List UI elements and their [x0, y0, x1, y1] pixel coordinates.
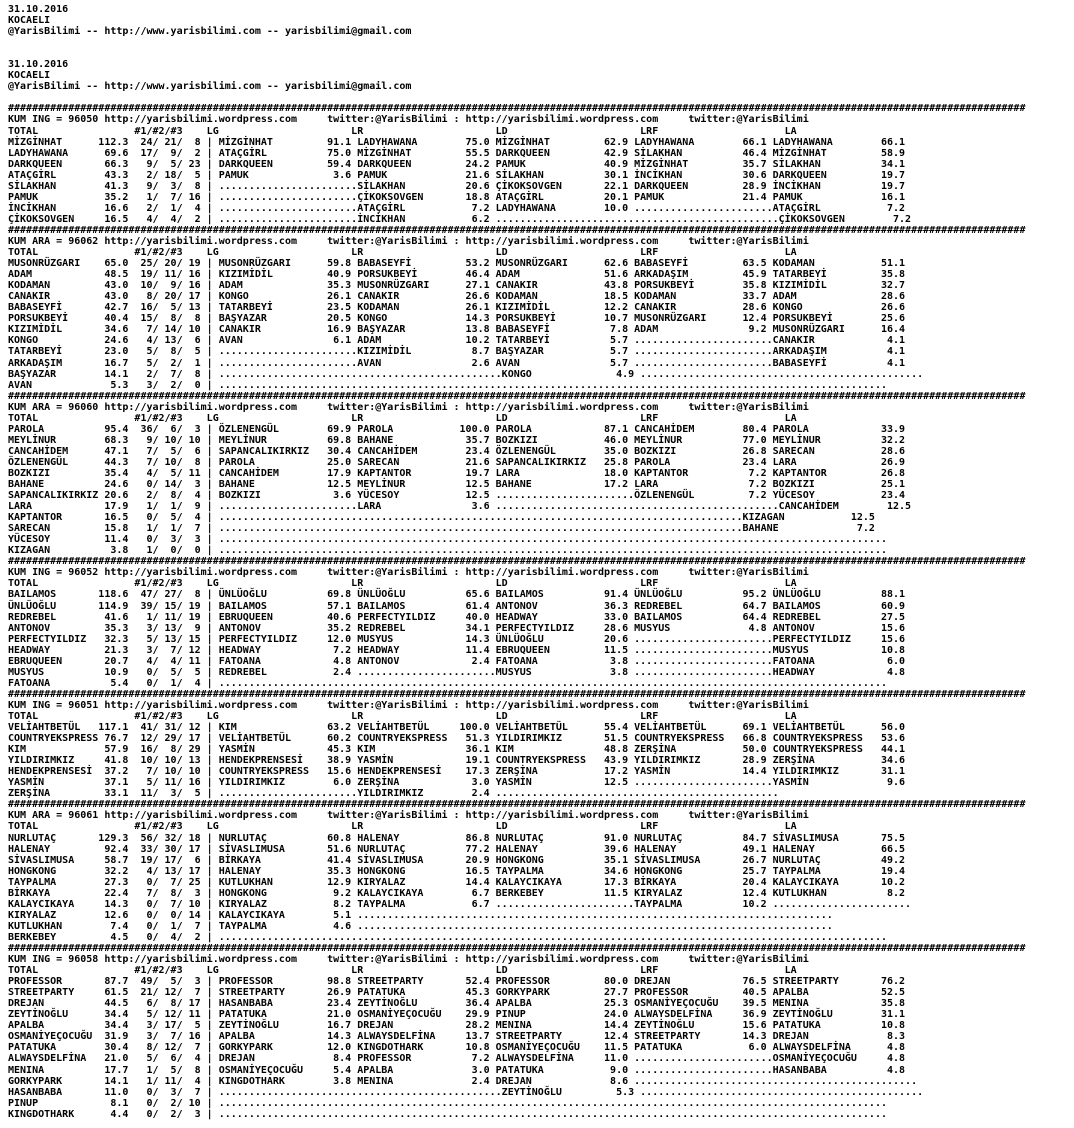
text-line: SARECAN 15.8 1/ 1/ 7 | .......................................................................................BAHANE 7.2 [8, 523, 875, 535]
text-line: ######################################################################################################################################################################### [8, 103, 1026, 115]
text-line: KIM 57.9 16/ 8/ 29 | YASMİN 45.3 KIM 36.1 KIM 48.8 ZERŞİNA 50.0 COUNTRYEKSPRESS 44.1 [8, 744, 906, 756]
text-line: BOZKIZI 35.4 4/ 5/ 11 | CANCAHİDEM 17.9 KAPTANTOR 19.7 LARA 18.0 KAPTANTOR 7.2 KAPTANTOR 26.8 [8, 467, 906, 479]
text-line: KUM ING = 96050 http://yarisbilimi.wordpress.com twitter:@YarisBilimi : http://yarisbilimi.wordpress.com twitter:@YarisBilimi [8, 114, 809, 126]
text-line: SİVASLIMUSA 58.7 19/ 17/ 6 | BİRKAYA 41.4 SİVASLIMUSA 20.9 HONGKONG 35.1 SİVASLIMUSA 26.7 NURLUTAÇ 49.2 [8, 854, 906, 866]
text-line: TOTAL #1/#2/#3 LG LR LD LRF LA [8, 821, 797, 833]
text-line: KIRYALAZ 12.6 0/ 0/ 14 | KALAYCIKAYA 5.1 ............................................................................... [8, 909, 833, 921]
text-line: MEYLİNUR 68.3 9/ 10/ 10 | MEYLİNUR 69.8 BAHANE 35.7 BOZKIZI 46.0 MEYLİNUR 77.0 MEYLİNUR 32.2 [8, 434, 906, 446]
text-line [8, 37, 1074, 48]
text-line [8, 48, 1074, 59]
text-line: MİZGİNHAT 112.3 24/ 21/ 8 | MİZGİNHAT 91.1 LADYHAWANA 75.0 MİZGİNHAT 62.9 LADYHAWANA 66.1 LADYHAWANA 66.1 [8, 136, 906, 148]
text-line: REDREBEL 41.6 1/ 11/ 19 | EBRUQUEEN 40.6 PERFECTYILDIZ 40.0 HEADWAY 33.0 BAILAMOS 64.4 REDREBEL 27.5 [8, 611, 906, 623]
text-line: PAMUK 35.2 1/ 7/ 16 | .......................ÇİKOKSOVGEN 18.8 ATAÇGİRL 20.1 PAMUK 21.4 PAMUK 16.1 [8, 191, 906, 203]
text-line: TATARBEYİ 23.0 5/ 8/ 5 | .......................KIZIMİDİL 8.7 BAŞYAZAR 5.7 .......................ARKADAŞIM 4.1 [8, 346, 906, 358]
text-line [8, 92, 1074, 103]
text-line: BAHANE 24.6 0/ 14/ 3 | BAHANE 12.5 MEYLİNUR 12.5 BAHANE 17.2 LARA 7.2 BOZKIZI 25.1 [8, 479, 906, 491]
text-line: GORKYPARK 14.1 1/ 11/ 4 | KINGDOTHARK 3.8 MENINA 2.4 DREJAN 8.6 ............................................... [8, 1075, 918, 1087]
text-line: BİRKAYA 22.4 7/ 8/ 3 | HONGKONG 9.2 KALAYCIKAYA 6.7 BERKEBEY 11.5 KIRYALAZ 12.4 KUTLUKHAN 8.2 [8, 887, 906, 899]
text-line: EBRUQUEEN 20.7 4/ 4/ 11 | FATOANA 4.8 ANTONOV 2.4 FATOANA 3.8 .......................FATOANA 6.0 [8, 655, 906, 667]
text-line: ######################################################################################################################################################################### [8, 688, 1026, 700]
text-line: PROFESSOR 87.7 49/ 5/ 3 | PROFESSOR 98.8 STREETPARTY 52.4 PROFESSOR 80.0 DREJAN 76.5 STREETPARTY 76.2 [8, 976, 906, 988]
text-line: KOCAELI [8, 70, 51, 82]
text-line: PINUP 8.1 0/ 2/ 10 | ............................................................................................................... [8, 1097, 887, 1109]
text-line: KUM ARA = 96061 http://yarisbilimi.wordpress.com twitter:@YarisBilimi : http://yarisbilimi.wordpress.com twitter:@YarisBilimi [8, 810, 809, 822]
text-line: TOTAL #1/#2/#3 LG LR LD LRF LA [8, 578, 797, 590]
text-line: NURLUTAÇ 129.3 56/ 32/ 18 | NURLUTAÇ 60.8 HALENAY 86.8 NURLUTAÇ 91.0 NURLUTAÇ 84.7 SİVASLIMUSA 75.5 [8, 832, 906, 844]
text-line: HASANBABA 11.0 0/ 3/ 7 | ...............................................ZEYTİNOĞLU 5.3 ............................................... [8, 1086, 924, 1098]
text-line: KODAMAN 43.0 10/ 9/ 16 | ADAM 35.3 MUSONRÜZGARI 27.1 CANAKIR 43.8 PORSUKBEYİ 35.8 KIZIMİDİL 32.7 [8, 280, 906, 292]
text-line: TOTAL #1/#2/#3 LG LR LD LRF LA [8, 412, 797, 424]
text-line: TOTAL #1/#2/#3 LG LR LD LRF LA [8, 125, 797, 137]
text-line: 31.10.2016 [8, 4, 69, 15]
text-line: KINGDOTHARK 4.4 0/ 2/ 3 | ............................................................................................................... [8, 1108, 887, 1120]
text-line: MUSONRÜZGARI 65.0 25/ 20/ 19 | MUSONRÜZGARI 59.8 BABASEYFİ 53.2 MUSONRÜZGARI 62.6 BABASEYFİ 63.5 KODAMAN 51.1 [8, 258, 906, 270]
text-line: ADAM 48.5 19/ 11/ 16 | KIZIMİDİL 40.9 PORSUKBEYİ 46.4 ADAM 51.6 ARKADAŞIM 45.9 TATARBEYİ 35.8 [8, 269, 906, 281]
text-line: KUM ING = 96058 http://yarisbilimi.wordpress.com twitter:@YarisBilimi : http://yarisbilimi.wordpress.com twitter:@YarisBilimi [8, 954, 809, 966]
text-line: DARKQUEEN 66.3 9/ 5/ 23 | DARKQUEEN 59.4 DARKQUEEN 24.2 PAMUK 40.9 MİZGİNHAT 35.7 SİLAKHAN 34.1 [8, 158, 906, 170]
text-line: VELİAHTBETÜL 117.1 41/ 31/ 12 | KIM 63.2 VELİAHTBETÜL 100.0 VELİAHTBETÜL 55.4 VELİAHTBETÜL 69.1 VELİAHTBETÜL 56.0 [8, 722, 906, 734]
text-line: BAILAMOS 118.6 47/ 27/ 8 | ÜNLÜOĞLU 69.8 ÜNLÜOĞLU 65.6 BAILAMOS 91.4 ÜNLÜOĞLU 95.2 ÜNLÜOĞLU 88.1 [8, 589, 906, 601]
text-line: SAPANCALIKIRKIZ 20.6 2/ 8/ 4 | BOZKIZI 3.6 YÜCESOY 12.5 .......................ÖZLENENGÜL 7.2 YÜCESOY 23.4 [8, 490, 906, 502]
text-line: YASMİN 37.1 5/ 11/ 16 | YILDIRIMKIZ 6.0 ZERŞİNA 3.0 YASMİN 12.5 .......................YASMİN 9.6 [8, 777, 906, 789]
text-line: OSMANİYEÇOCUĞU 31.9 3/ 7/ 16 | APALBA 14.3 ALWAYSDELFİNA 13.7 STREETPARTY 12.4 STREETPARTY 14.3 DREJAN 8.3 [8, 1031, 906, 1043]
text-line: ######################################################################################################################################################################### [8, 390, 1026, 402]
text-line: PAROLA 95.4 36/ 6/ 3 | ÖZLENENGÜL 69.9 PAROLA 100.0 PAROLA 87.1 CANCAHİDEM 80.4 PAROLA 33.9 [8, 423, 906, 435]
text-line: LADYHAWANA 69.6 17/ 9/ 2 | ATAÇGİRL 75.0 MİZGİNHAT 55.5 DARKQUEEN 42.9 SİLAKHAN 46.4 MİZGİNHAT 58.9 [8, 147, 906, 159]
text-line: ZEYTİNOĞLU 34.4 5/ 12/ 11 | PATATUKA 21.0 OSMANİYEÇOCUĞU 29.9 PINUP 24.0 ALWAYSDELFİNA 36.9 ZEYTİNOĞLU 31.1 [8, 1009, 906, 1021]
text-line: TAYPALMA 27.3 0/ 7/ 25 | KUTLUKHAN 12.9 KIRYALAZ 14.4 KALAYCIKAYA 17.3 BİRKAYA 20.4 KALAYCIKAYA 10.2 [8, 876, 906, 888]
text-line: BERKEBEY 4.5 0/ 4/ 2 | ............................................................................................................... [8, 931, 887, 943]
text-line: TOTAL #1/#2/#3 LG LR LD LRF LA [8, 711, 797, 722]
text-line: HONGKONG 32.2 4/ 13/ 17 | HALENAY 35.3 HONGKONG 16.5 TAYPALMA 34.6 HONGKONG 25.7 TAYPALMA 19.4 [8, 865, 906, 877]
text-line: KAPTANTOR 16.5 0/ 5/ 4 | .......................................................................................KIZAGAN 12.5 [8, 512, 875, 524]
text-line: KONGO 24.6 4/ 13/ 6 | AVAN 6.1 ADAM 10.2 TATARBEYİ 5.7 .......................CANAKIR 4.1 [8, 335, 906, 347]
text-line: KUM ARA = 96062 http://yarisbilimi.wordpress.com twitter:@YarisBilimi : http://yarisbilimi.wordpress.com twitter:@YarisBilimi [8, 235, 809, 247]
text-line: CANAKIR 43.0 8/ 20/ 17 | KONGO 26.1 CANAKIR 26.6 KODAMAN 18.5 KODAMAN 33.7 ADAM 28.6 [8, 291, 906, 303]
text-line: CANCAHİDEM 47.1 7/ 5/ 6 | SAPANCALIKIRKIZ 30.4 CANCAHİDEM 23.4 ÖZLENENGÜL 35.0 BOZKIZI 26.8 SARECAN 28.6 [8, 445, 906, 457]
text-line: HALENAY 92.4 33/ 30/ 17 | SİVASLIMUSA 51.6 NURLUTAÇ 77.2 HALENAY 39.6 HALENAY 49.1 HALENAY 66.5 [8, 843, 906, 855]
text-line: ANTONOV 35.3 3/ 13/ 9 | ANTONOV 35.2 REDREBEL 34.1 PERFECTYILDIZ 28.6 MUSYUS 4.8 ANTONOV 15.6 [8, 622, 906, 634]
text-line: KIZIMİDİL 34.6 7/ 14/ 10 | CANAKIR 16.9 BAŞYAZAR 13.8 BABASEYFİ 7.8 ADAM 9.2 MUSONRÜZGARI 16.4 [8, 324, 906, 336]
text-line: PERFECTYILDIZ 32.3 5/ 13/ 15 | PERFECTYILDIZ 12.0 MUSYUS 14.3 ÜNLÜOĞLU 20.6 .......................PERFECTYILDIZ 15.6 [8, 633, 906, 645]
text-line: ÖZLENENGÜL 44.3 7/ 10/ 8 | PAROLA 25.0 SARECAN 21.6 SAPANCALIKIRKIZ 25.8 PAROLA 23.4 LARA 26.9 [8, 456, 906, 468]
text-line: COUNTRYEKSPRESS 76.7 12/ 29/ 17 | VELİAHTBETÜL 60.2 COUNTRYEKSPRESS 51.3 YILDIRIMKIZ 51.5 COUNTRYEKSPRESS 66.8 COUNTRYEKSPRESS 53.6 [8, 733, 906, 745]
text-line: KUTLUKHAN 7.4 0/ 1/ 7 | TAYPALMA 4.6 ............................................................................... [8, 920, 833, 932]
text-line: PATATUKA 30.4 8/ 12/ 7 | GORKYPARK 12.0 KINGDOTHARK 10.8 OSMANİYEÇOCUĞU 11.5 PATATUKA 6.0 ALWAYSDELFİNA 4.8 [8, 1042, 906, 1054]
text-line: HEADWAY 21.3 3/ 7/ 12 | HEADWAY 7.2 HEADWAY 11.4 EBRUQUEEN 11.5 .......................MUSYUS 10.8 [8, 644, 906, 656]
text-line: APALBA 34.4 3/ 17/ 5 | ZEYTİNOĞLU 16.7 DREJAN 28.2 MENINA 14.4 ZEYTİNOĞLU 15.6 PATATUKA 10.8 [8, 1020, 906, 1032]
text-line: TOTAL #1/#2/#3 LG LR LD LRF LA [8, 247, 797, 259]
text-line: DREJAN 44.5 6/ 8/ 17 | HASANBABA 23.4 ZEYTİNOĞLU 36.4 APALBA 25.3 OSMANİYEÇOCUĞU 39.5 MENINA 35.8 [8, 998, 906, 1010]
text-line: ÇİKOKSOVGEN 16.5 4/ 4/ 2 | .......................İNCİKHAN 6.2 ...............................................ÇİKOKSOVGEN 7.2 [8, 213, 912, 225]
text-line: BABASEYFİ 42.7 16/ 5/ 13 | TATARBEYİ 23.5 KODAMAN 26.1 KIZIMİDİL 12.2 CANAKIR 28.6 KONGO 26.6 [8, 302, 906, 314]
text-line: ######################################################################################################################################################################### [8, 224, 1026, 236]
text-line: KIZAGAN 3.8 1/ 0/ 0 | ............................................................................................................... [8, 545, 887, 557]
text-line: YÜCESOY 11.4 0/ 3/ 3 | ............................................................................................................... [8, 534, 887, 546]
text-line: ARKADAŞIM 16.7 5/ 2/ 1 | .......................AVAN 2.6 AVAN 5.7 .......................BABASEYFİ 4.1 [8, 357, 906, 369]
text-line: PORSUKBEYİ 40.4 15/ 8/ 8 | BAŞYAZAR 20.5 KONGO 14.3 PORSUKBEYİ 10.7 MUSONRÜZGARI 12.4 PORSUKBEYİ 25.6 [8, 313, 906, 325]
text-line: @YarisBilimi -- http://www.yarisbilimi.com -- yarisbilimi@gmail.com [8, 26, 412, 38]
text-line: KALAYCIKAYA 14.3 0/ 7/ 10 | KIRYALAZ 8.2 TAYPALMA 6.7 .......................TAYPALMA 10.2 ....................... [8, 898, 912, 910]
text-line: SİLAKHAN 41.3 9/ 3/ 8 | .......................SİLAKHAN 20.6 ÇİKOKSOVGEN 22.1 DARKQUEEN 28.9 İNCİKHAN 19.7 [8, 180, 906, 192]
text-line: KUM ING = 96051 http://yarisbilimi.wordpress.com twitter:@YarisBilimi : http://yarisbilimi.wordpress.com twitter:@YarisBilimi [8, 699, 809, 711]
text-line: 31.10.2016 [8, 59, 69, 71]
text-line: YILDIRIMKIZ 41.8 10/ 10/ 13 | HENDEKPRENSESİ 38.9 YASMİN 19.1 COUNTRYEKSPRESS 43.9 YILDIRIMKIZ 28.9 ZERŞİNA 34.6 [8, 755, 906, 767]
text-line: FATOANA 5.4 0/ 1/ 4 | ............................................................................................................... [8, 677, 887, 689]
text-line: STREETPARTY 61.5 21/ 12/ 7 | STREETPARTY 26.9 PATATUKA 45.3 GORKYPARK 27.7 PROFESSOR 40.5 APALBA 52.5 [8, 987, 906, 999]
text-line: @YarisBilimi -- http://www.yarisbilimi.com -- yarisbilimi@gmail.com [8, 81, 412, 93]
text-line: ######################################################################################################################################################################### [8, 799, 1026, 811]
text-line: ZERŞİNA 33.1 11/ 3/ 5 | .......................YILDIRIMKIZ 2.4 ............................................... [8, 788, 779, 800]
text-line: KOCAELI [8, 15, 51, 27]
text-line: AVAN 5.3 3/ 2/ 0 | ............................................................................................................... [8, 379, 887, 391]
text-line: ÜNLÜOĞLU 114.9 39/ 15/ 19 | BAILAMOS 57.1 BAILAMOS 61.4 ANTONOV 36.3 REDREBEL 64.7 BAILAMOS 60.9 [8, 600, 906, 612]
text-line: İNCİKHAN 16.6 2/ 1/ 4 | .......................ATAÇGİRL 7.2 LADYHAWANA 10.0 .......................ATAÇGİRL 7.2 [8, 202, 906, 214]
text-line: KUM ARA = 96060 http://yarisbilimi.wordpress.com twitter:@YarisBilimi : http://yarisbilimi.wordpress.com twitter:@YarisBilimi [8, 401, 809, 413]
text-line: KUM ING = 96052 http://yarisbilimi.wordpress.com twitter:@YarisBilimi : http://yarisbilimi.wordpress.com twitter:@YarisBilimi [8, 567, 809, 579]
text-line: ALWAYSDELFİNA 21.0 5/ 6/ 4 | DREJAN 8.4 PROFESSOR 7.2 ALWAYSDELFİNA 11.0 .......................OSMANİYEÇOCUĞU 4.8 [8, 1053, 906, 1065]
text-line: ######################################################################################################################################################################### [8, 942, 1026, 954]
text-line: MENINA 17.7 1/ 5/ 8 | OSMANİYEÇOCUĞU 5.4 APALBA 3.0 PATATUKA 9.0 .......................HASANBABA 4.8 [8, 1064, 906, 1076]
text-line: LARA 17.9 1/ 1/ 9 | .......................LARA 3.6 ...............................................CANCAHİDEM 12.5 [8, 501, 912, 513]
text-line: HENDEKPRENSESİ 37.2 7/ 10/ 10 | COUNTRYEKSPRESS 15.6 HENDEKPRENSESİ 17.3 ZERŞİNA 17.2 YASMİN 14.4 YILDIRIMKIZ 31.1 [8, 766, 906, 778]
text-line: ######################################################################################################################################################################### [8, 556, 1026, 568]
text-line: MUSYUS 10.9 0/ 5/ 5 | REDREBEL 2.4 .......................MUSYUS 3.8 .......................HEADWAY 4.8 [8, 666, 906, 678]
text-line: BAŞYAZAR 14.1 2/ 7/ 8 | ...............................................KONGO 4.9 ............................................... [8, 368, 924, 380]
text-line: TOTAL #1/#2/#3 LG LR LD LRF LA [8, 965, 797, 977]
text-line: ATAÇGİRL 43.3 2/ 18/ 5 | PAMUK 3.6 PAMUK 21.6 SİLAKHAN 30.1 İNCİKHAN 30.6 DARKQUEEN 19.7 [8, 169, 906, 181]
